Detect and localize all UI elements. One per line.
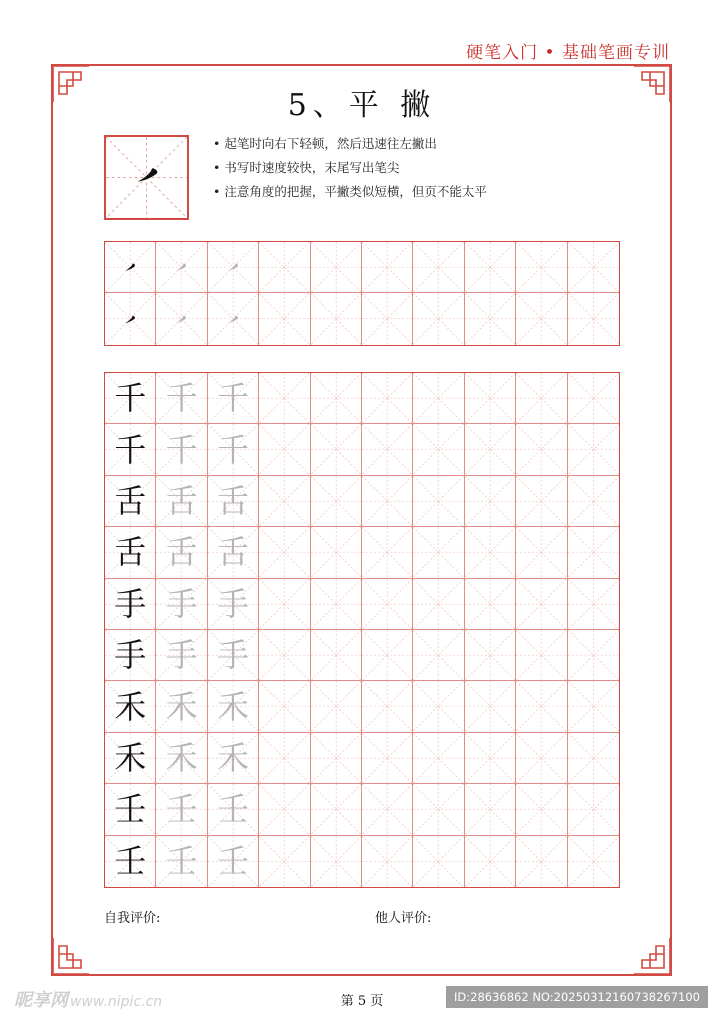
writing-cell[interactable]	[362, 373, 413, 424]
trace-character: 壬	[165, 790, 198, 829]
model-character-cell	[105, 373, 156, 424]
writing-cell[interactable]	[516, 527, 567, 578]
trace-character-cell	[208, 681, 259, 732]
writing-cell[interactable]	[516, 836, 567, 887]
writing-cell[interactable]	[311, 293, 362, 344]
stroke-glyph-shape	[137, 168, 157, 182]
corner-ornament	[632, 936, 672, 976]
trace-character-cell	[156, 527, 207, 578]
trace-character: 舌	[165, 481, 198, 520]
model-character: 舌	[114, 481, 147, 520]
writing-cell[interactable]	[413, 681, 464, 732]
writing-cell[interactable]	[259, 681, 310, 732]
writing-cell[interactable]	[259, 424, 310, 475]
writing-cell[interactable]	[413, 476, 464, 527]
trace-character: 千	[165, 430, 198, 469]
watermark-brand: 昵享网	[14, 990, 68, 1011]
writing-cell[interactable]	[568, 630, 619, 681]
writing-cell[interactable]	[568, 373, 619, 424]
writing-cell[interactable]	[259, 242, 310, 293]
writing-cell[interactable]	[568, 424, 619, 475]
grid-row	[105, 476, 619, 527]
writing-cell[interactable]	[362, 424, 413, 475]
character-practice-grid	[104, 372, 620, 888]
trace-character-cell	[208, 424, 259, 475]
trace-character: 壬	[216, 790, 249, 829]
model-stroke-cell	[105, 293, 156, 344]
trace-character-cell	[208, 630, 259, 681]
trace-character-cell	[208, 579, 259, 630]
writing-cell[interactable]	[413, 784, 464, 835]
model-character: 千	[114, 430, 147, 469]
writing-cell[interactable]	[465, 424, 516, 475]
model-character: 壬	[114, 790, 147, 829]
trace-character: 禾	[165, 687, 198, 726]
trace-character: 手	[165, 636, 198, 675]
writing-cell[interactable]	[259, 836, 310, 887]
writing-cell[interactable]	[311, 836, 362, 887]
writing-cell[interactable]	[311, 630, 362, 681]
trace-stroke-cell	[156, 242, 207, 293]
trace-character-cell	[156, 424, 207, 475]
model-character: 手	[114, 584, 147, 623]
writing-cell[interactable]	[413, 836, 464, 887]
stroke-mark	[156, 293, 206, 344]
writing-cell[interactable]	[259, 373, 310, 424]
writing-cell[interactable]	[259, 733, 310, 784]
writing-cell[interactable]	[311, 681, 362, 732]
grid-row	[105, 424, 619, 475]
stroke-demo-box	[104, 135, 189, 220]
page-number: 第 5 页	[340, 994, 384, 1009]
trace-character-cell	[156, 630, 207, 681]
trace-character-cell	[208, 527, 259, 578]
writing-cell[interactable]	[362, 476, 413, 527]
stroke-mark	[105, 293, 155, 344]
writing-cell[interactable]	[465, 527, 516, 578]
model-character: 舌	[114, 533, 147, 572]
model-character-cell	[105, 424, 156, 475]
model-character-cell	[105, 630, 156, 681]
grid-row	[105, 681, 619, 732]
writing-cell[interactable]	[516, 242, 567, 293]
writing-cell[interactable]	[516, 733, 567, 784]
model-character-cell	[105, 836, 156, 887]
trace-character: 千	[216, 379, 249, 418]
tip-item: • 起笔时向右下轻顿，然后迅速往左撇出	[213, 134, 487, 158]
writing-cell[interactable]	[465, 579, 516, 630]
writing-cell[interactable]	[568, 476, 619, 527]
writing-cell[interactable]	[413, 424, 464, 475]
model-character-cell	[105, 579, 156, 630]
writing-cell[interactable]	[568, 681, 619, 732]
trace-character-cell	[208, 476, 259, 527]
model-character: 手	[114, 636, 147, 675]
writing-cell[interactable]	[362, 242, 413, 293]
trace-character-cell	[156, 733, 207, 784]
trace-character: 舌	[216, 481, 249, 520]
stroke-practice-grid	[104, 241, 620, 346]
stroke-mark	[208, 242, 258, 292]
trace-character-cell	[156, 476, 207, 527]
writing-cell[interactable]	[362, 784, 413, 835]
stroke-mark	[208, 293, 258, 344]
trace-character: 禾	[216, 687, 249, 726]
writing-cell[interactable]	[465, 681, 516, 732]
trace-character: 手	[216, 636, 249, 675]
writing-cell[interactable]	[568, 527, 619, 578]
writing-cell[interactable]	[311, 733, 362, 784]
writing-cell[interactable]	[311, 373, 362, 424]
writing-cell[interactable]	[311, 784, 362, 835]
writing-cell[interactable]	[259, 784, 310, 835]
stroke-mark	[105, 242, 155, 292]
writing-cell[interactable]	[259, 579, 310, 630]
writing-cell[interactable]	[516, 476, 567, 527]
corner-ornament	[51, 936, 91, 976]
writing-cell[interactable]	[413, 579, 464, 630]
writing-cell[interactable]	[413, 242, 464, 293]
writing-cell[interactable]	[516, 784, 567, 835]
model-character: 禾	[114, 738, 147, 777]
peer-evaluation-label: 他人评价:	[375, 911, 432, 926]
model-character: 千	[114, 379, 147, 418]
trace-character: 禾	[216, 738, 249, 777]
writing-cell[interactable]	[516, 373, 567, 424]
writing-cell[interactable]	[516, 630, 567, 681]
trace-character-cell	[208, 784, 259, 835]
trace-character-cell	[208, 733, 259, 784]
self-evaluation-label: 自我评价:	[104, 911, 161, 926]
writing-cell[interactable]	[362, 836, 413, 887]
trace-character: 舌	[216, 533, 249, 572]
writing-cell[interactable]	[465, 476, 516, 527]
grid-row	[105, 630, 619, 681]
writing-cell[interactable]	[362, 681, 413, 732]
tips-list	[213, 134, 487, 206]
trace-character-cell	[156, 681, 207, 732]
trace-character-cell	[208, 373, 259, 424]
tip-item: • 注意角度的把握，平撇类似短横，但页不能太平	[213, 182, 487, 206]
writing-cell[interactable]	[568, 579, 619, 630]
writing-cell[interactable]	[413, 293, 464, 344]
writing-cell[interactable]	[516, 293, 567, 344]
model-character: 壬	[114, 842, 147, 881]
model-character: 禾	[114, 687, 147, 726]
trace-character: 千	[216, 430, 249, 469]
writing-cell[interactable]	[413, 527, 464, 578]
writing-cell[interactable]	[465, 836, 516, 887]
watermark-url: www.nipic.cn	[70, 994, 163, 1010]
trace-character: 手	[165, 584, 198, 623]
trace-stroke-cell	[208, 242, 259, 293]
writing-cell[interactable]	[311, 476, 362, 527]
writing-cell[interactable]	[568, 293, 619, 344]
trace-character: 手	[216, 584, 249, 623]
writing-cell[interactable]	[311, 579, 362, 630]
writing-cell[interactable]	[516, 681, 567, 732]
trace-character: 壬	[216, 842, 249, 881]
writing-cell[interactable]	[362, 733, 413, 784]
grid-row	[105, 527, 619, 578]
writing-cell[interactable]	[465, 630, 516, 681]
trace-stroke-cell	[156, 293, 207, 344]
grid-row	[105, 784, 619, 835]
model-character-cell	[105, 476, 156, 527]
writing-cell[interactable]	[413, 733, 464, 784]
tip-item: • 书写时速度较快，末尾写出笔尖	[213, 158, 487, 182]
trace-character-cell	[208, 836, 259, 887]
trace-character: 舌	[165, 533, 198, 572]
writing-cell[interactable]	[465, 293, 516, 344]
image-id-bar: ID:28636862 NO:20250312160738267100	[446, 986, 708, 1008]
watermark	[14, 986, 162, 1012]
trace-character-cell	[156, 836, 207, 887]
writing-cell[interactable]	[362, 579, 413, 630]
writing-cell[interactable]	[259, 630, 310, 681]
writing-cell[interactable]	[311, 242, 362, 293]
trace-stroke-cell	[208, 293, 259, 344]
writing-cell[interactable]	[311, 527, 362, 578]
writing-cell[interactable]	[465, 733, 516, 784]
header-title: 硬笔入门 • 基础笔画专训	[466, 43, 670, 63]
writing-cell[interactable]	[362, 293, 413, 344]
trace-character: 千	[165, 379, 198, 418]
writing-cell[interactable]	[259, 476, 310, 527]
writing-cell[interactable]	[568, 242, 619, 293]
stroke-mark	[156, 242, 206, 292]
writing-cell[interactable]	[465, 242, 516, 293]
model-character-cell	[105, 784, 156, 835]
model-character-cell	[105, 733, 156, 784]
grid-row	[105, 733, 619, 784]
writing-cell[interactable]	[413, 630, 464, 681]
writing-cell[interactable]	[311, 424, 362, 475]
writing-cell[interactable]	[568, 784, 619, 835]
model-stroke-cell	[105, 242, 156, 293]
grid-row	[105, 242, 619, 293]
writing-cell[interactable]	[568, 733, 619, 784]
trace-character-cell	[156, 373, 207, 424]
writing-cell[interactable]	[516, 579, 567, 630]
lesson-title: 5、平 撇	[287, 88, 437, 123]
writing-cell[interactable]	[516, 424, 567, 475]
model-character-cell	[105, 527, 156, 578]
writing-cell[interactable]	[465, 784, 516, 835]
writing-cell[interactable]	[362, 630, 413, 681]
trace-character-cell	[156, 784, 207, 835]
grid-row	[105, 836, 619, 887]
grid-row	[105, 373, 619, 424]
writing-cell[interactable]	[413, 373, 464, 424]
writing-cell[interactable]	[259, 293, 310, 344]
trace-character: 禾	[165, 738, 198, 777]
trace-character-cell	[156, 579, 207, 630]
trace-character: 壬	[165, 842, 198, 881]
model-character-cell	[105, 681, 156, 732]
writing-cell[interactable]	[362, 527, 413, 578]
grid-row	[105, 293, 619, 344]
writing-cell[interactable]	[568, 836, 619, 887]
writing-cell[interactable]	[259, 527, 310, 578]
grid-row	[105, 579, 619, 630]
writing-cell[interactable]	[465, 373, 516, 424]
